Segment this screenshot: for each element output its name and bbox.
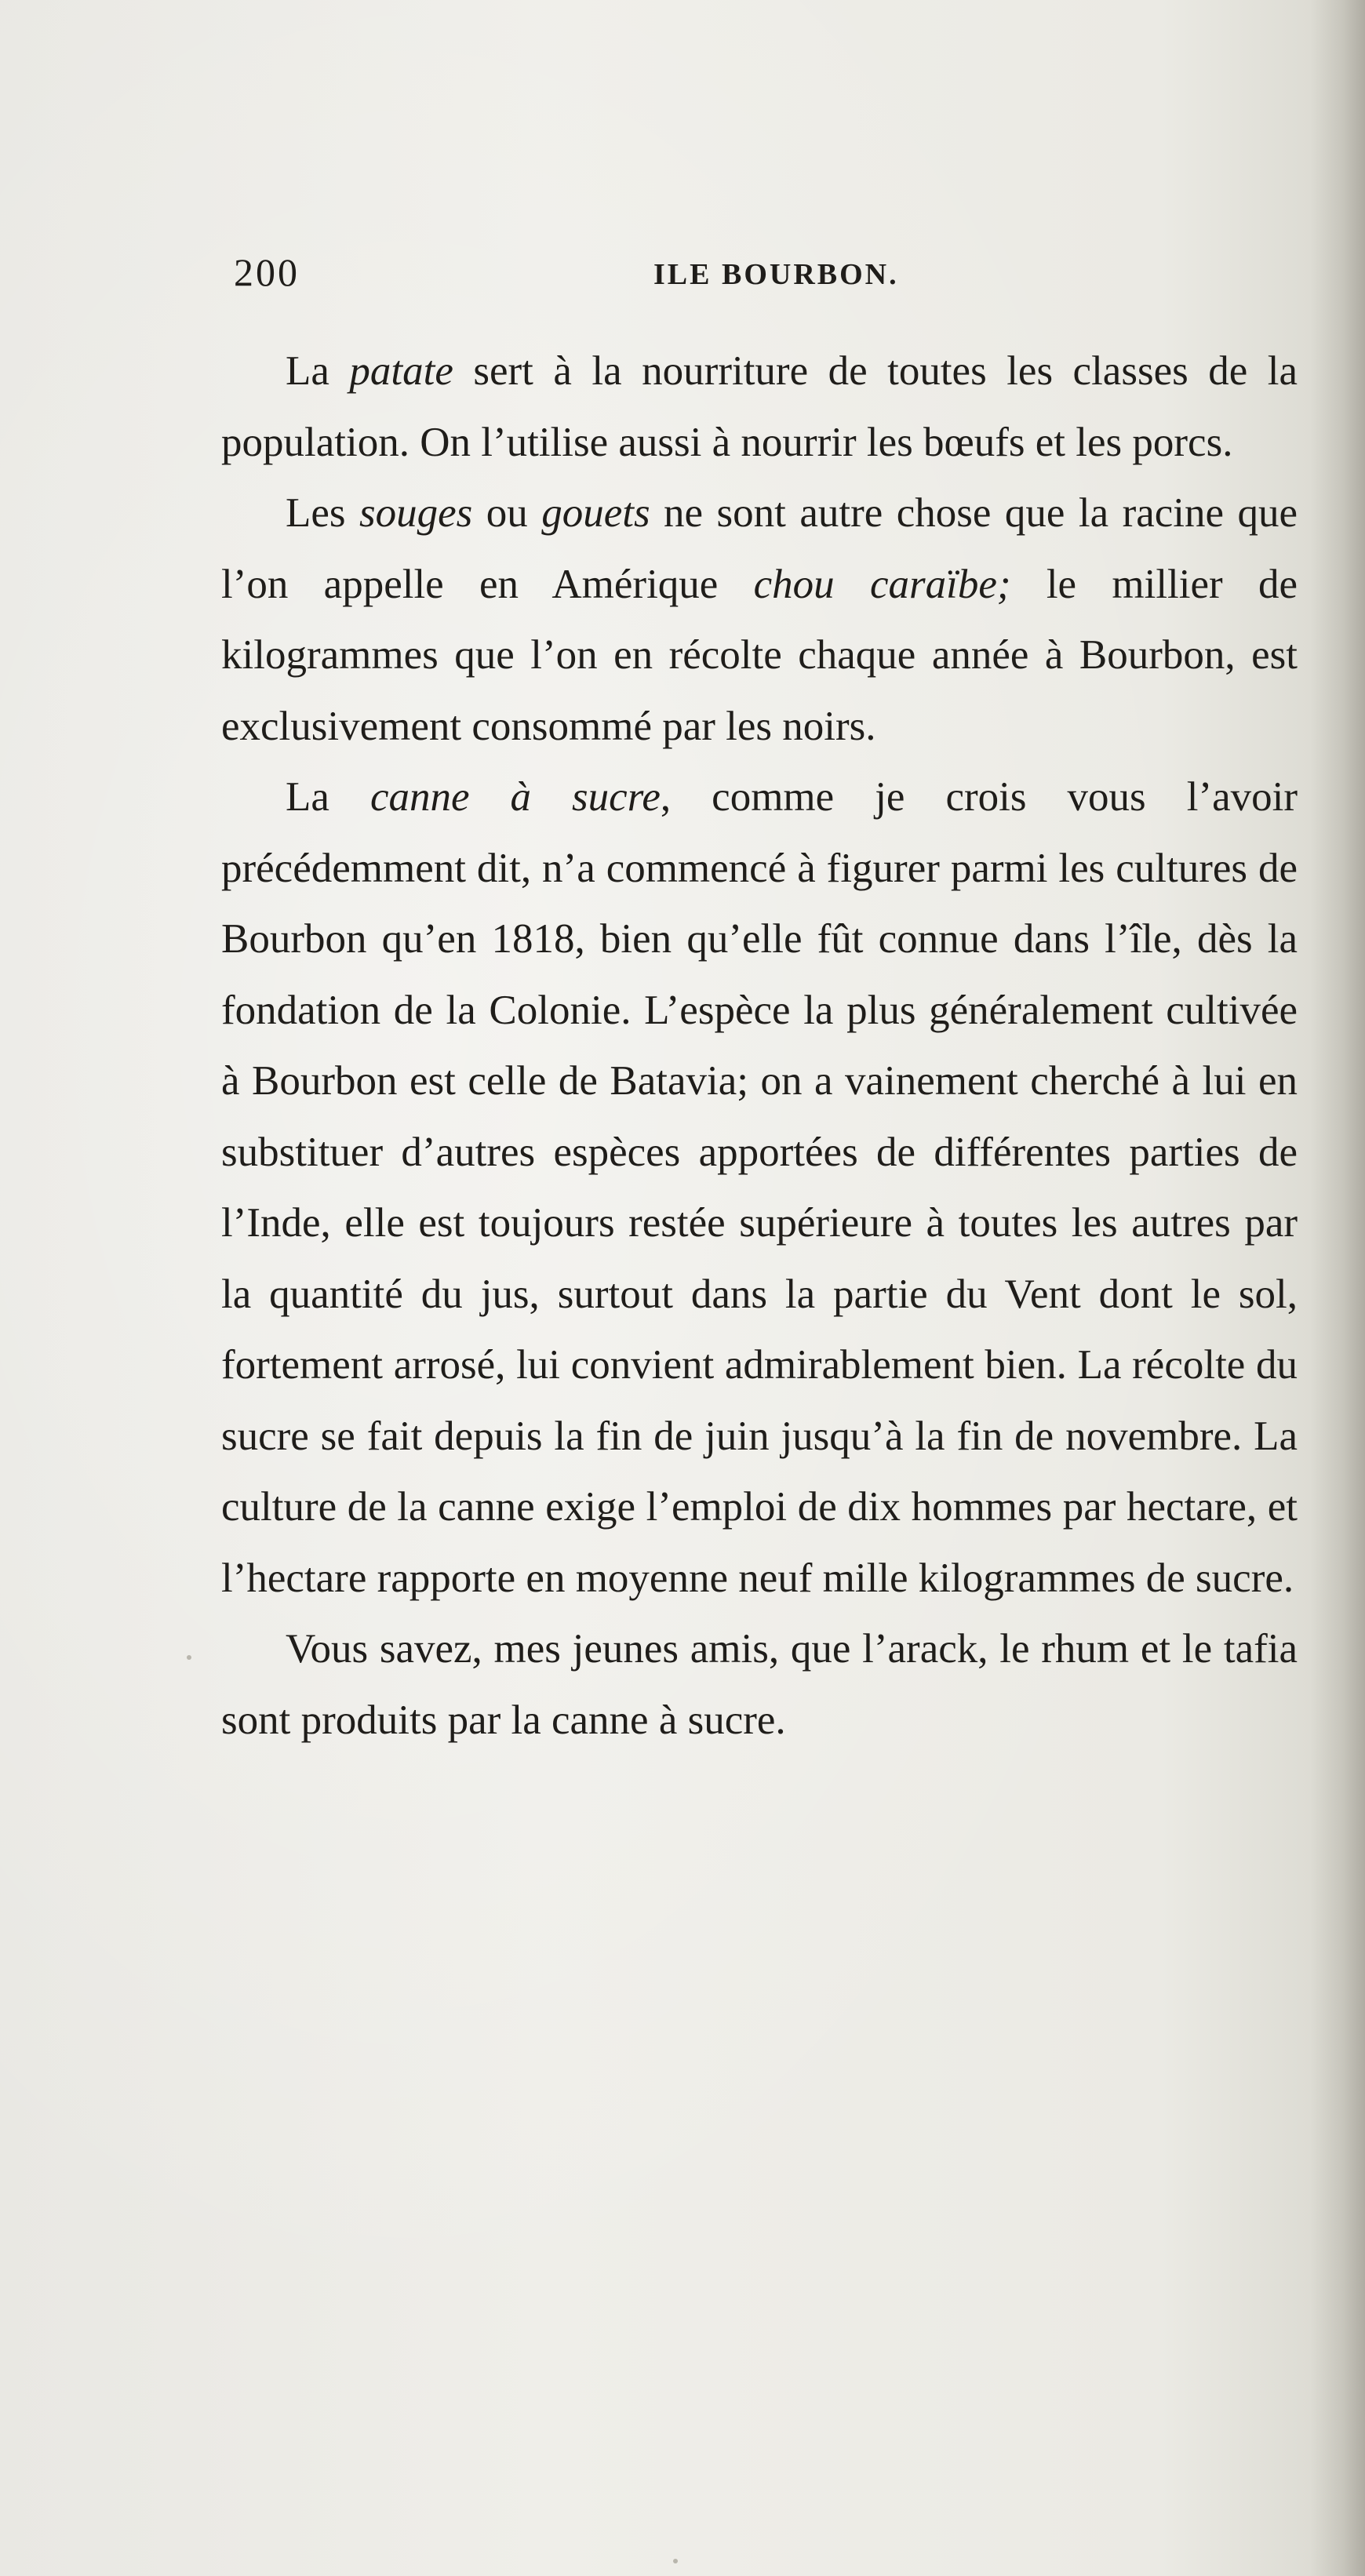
italic-term: canne à sucre xyxy=(369,774,661,820)
page-number: 200 xyxy=(234,250,300,294)
text-run: ou xyxy=(472,490,542,536)
paper-speck xyxy=(187,1655,191,1660)
page-edge-shadow xyxy=(1310,0,1365,2576)
text-run: La xyxy=(286,774,370,820)
text-run: sert à la nourriture de toutes les classes de la population. On l’utilise aussi à nourrir les bœufs et les porcs. xyxy=(221,348,1298,465)
text-run: Les xyxy=(286,490,359,536)
paragraph xyxy=(221,478,1298,762)
paragraph xyxy=(221,1614,1298,1756)
italic-term: souges xyxy=(359,490,473,536)
text-run: ne sont autre chose que la racine que l’on appelle en Amérique xyxy=(221,490,1298,607)
paragraph xyxy=(221,762,1298,1614)
body-text xyxy=(221,336,1298,1756)
text-run: , comme je crois vous l’avoir précédemment dit, n’a commencé à figurer parmi les cultures de Bourbon qu’en 1818, bien qu’elle fût connue dans l’île, dès la fondation de la Colonie. L’espèce la plus généralement cultivée à Bourbon est celle de Batavia; on a vainement cherché à lui en substituer d’autres espèces apportées de différentes parties de l’Inde, elle est toujours restée supérieure à toutes les autres par la quantité du jus, surtout dans la partie du Vent dont le sol, fortement arrosé, lui convient admirablement bien. La récolte du sucre se fait depuis la fin de juin jusqu’à la fin de novembre. La culture de la canne exige l’emploi de dix hommes par hectare, et l’hectare rapporte en moyenne neuf mille kilogrammes de sucre. xyxy=(221,774,1298,1601)
text-run: La xyxy=(286,348,350,394)
running-title: ILE BOURBON. xyxy=(653,258,899,291)
running-head xyxy=(234,249,1269,312)
text-run: le millier de kilogrammes que l’on en récolte chaque année à Bourbon, est exclusivement consommé par les noirs. xyxy=(221,561,1298,749)
italic-term: patate xyxy=(349,348,453,394)
paragraph xyxy=(221,336,1298,478)
italic-term: gouets xyxy=(541,490,650,536)
paper-speck xyxy=(673,2559,678,2563)
italic-term: chou caraïbe; xyxy=(753,561,1011,607)
text-run: Vous savez, mes jeunes amis, que l’arack, le rhum et le tafia sont produits par la canne à sucre. xyxy=(221,1626,1298,1743)
